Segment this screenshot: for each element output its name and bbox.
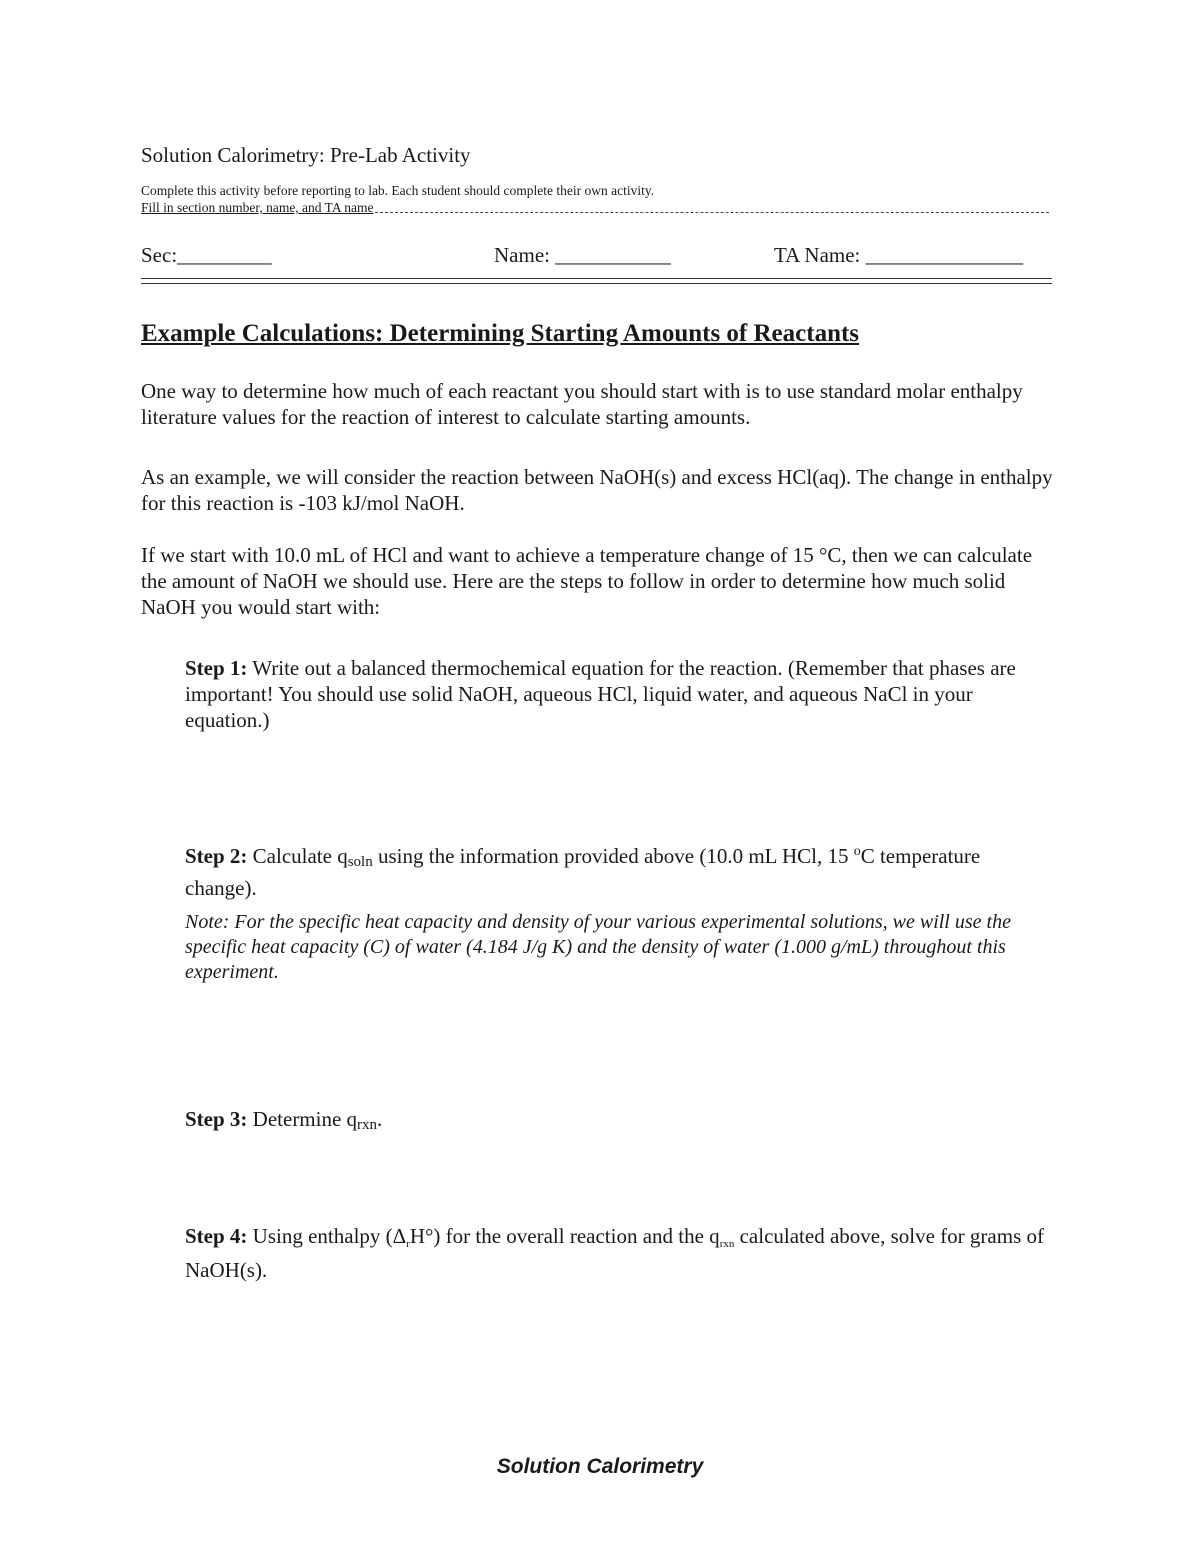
step-3 xyxy=(185,1106,1055,1138)
step-3-text-pre: Determine q xyxy=(247,1107,358,1131)
section-heading: Example Calculations: Determining Starting Amounts of Reactants xyxy=(141,320,860,347)
instructions-text: Complete this activity before reporting to lab. Each student should complete their own activity. xyxy=(141,183,655,198)
step-2-text-pre: Calculate q xyxy=(247,844,348,868)
step-4-text-mid: H°) for the overall reaction and the q xyxy=(409,1224,720,1248)
step-3-label: Step 3: xyxy=(185,1107,248,1131)
step-4-text-pre: Using enthalpy (Δ xyxy=(247,1224,407,1248)
delta-r-subscript: r xyxy=(406,1238,410,1250)
intro-paragraph: One way to determine how much of each reactant you should start with is to use standard molar enthalpy literature values for the reaction of interest to calculate starting amounts. xyxy=(141,379,1023,429)
header-divider-top xyxy=(141,278,1052,279)
step-4-label: Step 4: xyxy=(185,1224,248,1248)
header-divider-bottom xyxy=(141,283,1052,284)
page-footer: Solution Calorimetry xyxy=(496,1455,704,1478)
q-soln-subscript: soln xyxy=(347,854,373,870)
step-2 xyxy=(185,839,1055,901)
step-4-text-post: calculated above, solve for grams of NaOH(s). xyxy=(185,1224,1044,1282)
step-1-label: Step 1: xyxy=(185,656,248,680)
q-rxn-subscript: rxn xyxy=(357,1117,378,1133)
note-text: Note: For the specific heat capacity and density of your various experimental solutions, we will use the specific heat capacity (C) of water (4.184 J/g K) and the density of water (1.000 g/mL) throughout this experiment. xyxy=(185,911,1011,983)
step-3-text-post: . xyxy=(377,1107,383,1131)
fill-in-instruction: Fill in section number, name, and TA name xyxy=(141,200,374,215)
q-rxn-subscript: rxn xyxy=(719,1238,735,1250)
ta-name-field[interactable]: TA Name: _______________ xyxy=(774,243,1024,267)
example-paragraph: As an example, we will consider the reaction between NaOH(s) and excess HCl(aq). The change in enthalpy for this reaction is -103 kJ/mol NaOH. xyxy=(141,465,1053,515)
step-4 xyxy=(185,1223,1055,1283)
step-1-text: Write out a balanced thermochemical equation for the reaction. (Remember that phases are important! You should use solid NaOH, aqueous HCl, liquid water, and aqueous NaCl in your equation.) xyxy=(185,656,1016,732)
dashed-rule xyxy=(375,212,1049,213)
step-2-text-post: C temperature change). xyxy=(185,844,981,900)
fill-in-line xyxy=(141,200,1049,216)
step-1 xyxy=(185,655,1055,733)
step-2-label: Step 2: xyxy=(185,844,248,868)
step-2-text-mid: using the information provided above (10.0 mL HCl, 15 xyxy=(372,844,854,868)
degree-superscript: o xyxy=(853,844,861,859)
name-field[interactable]: Name: ___________ xyxy=(494,243,671,267)
setup-paragraph: If we start with 10.0 mL of HCl and want to achieve a temperature change of 15 °C, then we can calculate the amount of NaOH we should use. Here are the steps to follow in order to determine how much solid NaOH you would start with: xyxy=(141,543,1033,619)
document-title: Solution Calorimetry: Pre-Lab Activity xyxy=(141,143,471,167)
section-field[interactable]: Sec:_________ xyxy=(141,243,272,267)
